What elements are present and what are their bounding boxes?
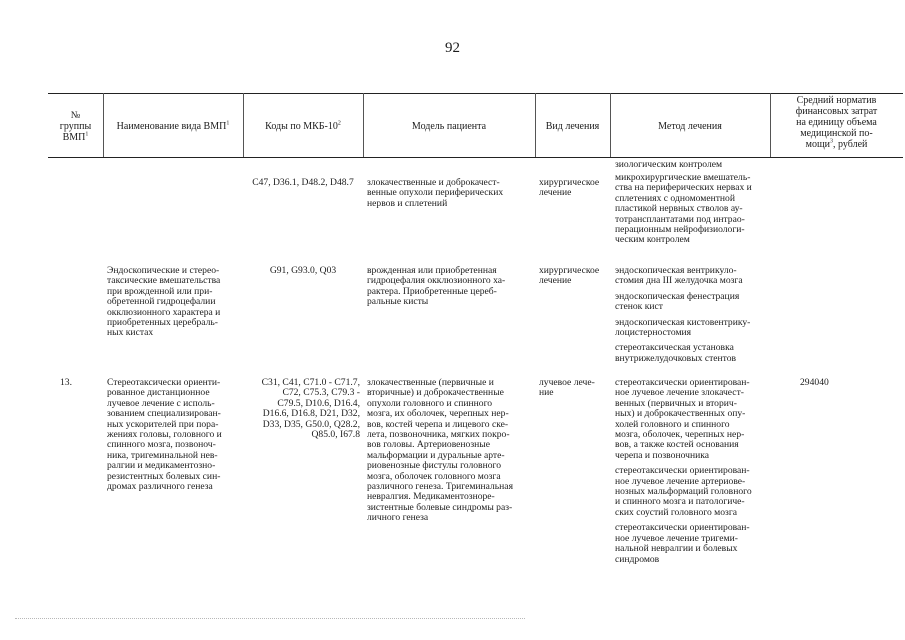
row3-name-line-8: ника, тригеминальной нев- <box>107 449 218 461</box>
row2-method-1-line-2: стомия дна III желудочка мозга <box>615 275 743 287</box>
row3-method-1-line-4: ных) и доброкачественных опу- <box>615 408 746 420</box>
row3-kind <box>539 378 611 399</box>
row3-name-line-4: зованием специализирован- <box>107 408 221 420</box>
header-group-no-line-1: № <box>70 110 81 121</box>
row2-name-line-7: ных кистах <box>107 327 154 339</box>
row3-name-line-7: спинного мозга, позвоноч- <box>107 439 216 451</box>
row2-name-line-1: Эндоскопические и стерео- <box>107 265 220 276</box>
header-cost-line-4: медицинской по- <box>800 128 873 139</box>
row3-code-line-6: Q85.0, I67.8 <box>311 429 360 441</box>
row3-name-line-5: ных ускорителей при пора- <box>107 418 219 430</box>
row3-method-2-line-2: ное лучевое лечение артериове- <box>615 475 746 487</box>
row3-name-line-9: ралгии и медикаментозно- <box>107 460 216 472</box>
row2-method-3-line-2: лоцистерностомия <box>615 327 692 339</box>
row3-model-line-11: различного генеза. Тригеминальная <box>367 481 513 493</box>
header-patient-model <box>363 121 535 132</box>
header-group-no-line-2: группы <box>59 121 92 132</box>
header-group-no-text: ВМП <box>62 132 86 143</box>
header-cost-tail: , рублей <box>833 139 868 150</box>
row1-method-1-line-2: ства на периферических нервах и <box>615 182 752 194</box>
row3-model <box>367 378 537 524</box>
row3-group-number: 13. <box>60 377 72 388</box>
row3-method-3-line-1: стереотаксически ориентирован- <box>615 522 750 534</box>
header-icd-codes-sup: 2 <box>337 120 341 127</box>
table-header-bottom-border <box>48 157 903 158</box>
row3-model-line-8: мальформации и дуральные арте- <box>367 449 505 461</box>
row3-group <box>60 378 100 388</box>
row1-method-1-line-5: тотрансплантатами под интрао- <box>615 213 745 225</box>
row3-method-3 <box>615 523 775 565</box>
header-group-no-sup: 1 <box>85 131 89 138</box>
row2-name-line-6: приобретенных церебраль- <box>107 317 218 329</box>
row2-kind-line-2: лечение <box>539 275 572 287</box>
row3-kind-line-2: ние <box>539 387 554 399</box>
row3-name-line-10: резистентных болевых син- <box>107 470 221 482</box>
row3-name-line-3: лучевое лечение с исполь- <box>107 397 215 409</box>
row2-method-3-line-1: эндоскопическая кистовентрику- <box>615 316 751 328</box>
row3-model-line-4: мозга, их оболочек, черепных нер- <box>367 408 509 420</box>
row2-method-2-line-2: стенок кист <box>615 301 663 313</box>
header-treatment-type <box>535 121 610 132</box>
row2-kind-line-1: хирургическое <box>539 265 600 276</box>
row1-kind-line-1: хирургическое <box>539 177 600 188</box>
header-treatment-method-text: Метод лечения <box>658 121 722 132</box>
header-icd-codes <box>243 121 363 132</box>
row3-model-line-2: вторичные) и доброкачественные <box>367 387 504 399</box>
row3-codes <box>243 378 360 440</box>
row2-model-line-3: рактера. Приобретенные цереб- <box>367 285 497 297</box>
row0-methods <box>615 160 775 170</box>
table-top-border <box>48 93 903 94</box>
row3-method-2-line-4: и спинного мозга и патологиче- <box>615 496 745 508</box>
row3-method-1-line-3: венных (первичных и вторич- <box>615 397 737 409</box>
header-patient-model-text: Модель пациента <box>411 121 487 132</box>
row2-codes <box>243 266 363 276</box>
row1-model-line-1: злокачественные и доброкачест- <box>367 177 500 188</box>
row3-model-line-1: злокачественные (первичные и <box>367 377 494 388</box>
row3-model-line-12: невралгия. Медикаментозноре- <box>367 491 495 503</box>
row3-method-1-line-7: вов, а также костей основания <box>615 439 739 451</box>
row1-model <box>367 178 535 209</box>
row3-method-1-line-2: ное лучевое лечение злокачест- <box>615 387 744 399</box>
header-cost-line-2: финансовых затрат <box>795 106 878 117</box>
row3-code-line-4: D16.6, D16.8, D21, D32, <box>262 408 360 420</box>
row3-model-line-9: риовенозные фистулы головного <box>367 460 502 472</box>
row3-method-2-line-5: ских соустий головного мозга <box>615 506 738 518</box>
row3-method-1-line-5: холей головного и спинного <box>615 418 730 430</box>
row2-name-line-3: при врожденной или при- <box>107 285 213 297</box>
header-cost-sup: 3 <box>830 138 834 145</box>
row3-model-line-5: вов, костей черепа и лицевого ске- <box>367 418 509 430</box>
row2-name-line-4: обретенной гидроцефалии <box>107 296 216 308</box>
row3-code-line-1: C31, C41, C71.0 - C71.7, <box>261 377 360 388</box>
row1-code-line-1: C47, D36.1, D48.2, D48.7 <box>252 177 354 188</box>
row2-method-1-line-1: эндоскопическая вентрикуло- <box>615 265 737 276</box>
row3-methods <box>615 378 775 565</box>
row3-code-line-5: D33, D35, G50.0, Q28.2, <box>262 418 360 430</box>
row2-model-line-2: гидроцефалия окклюзионного ха- <box>367 275 506 287</box>
row2-method-4-line-2: внутрижелудочковых стентов <box>615 352 737 364</box>
row3-model-line-13: зистентные болевые синдромы раз- <box>367 501 513 513</box>
row3-method-1-line-6: мозга, оболочек, черепных нер- <box>615 429 745 441</box>
row3-cost <box>800 378 860 388</box>
row0-method-1-line-1: зиологическим контролем <box>615 159 723 170</box>
row3-method-3-line-4: синдромов <box>615 553 660 565</box>
header-group-no <box>48 110 103 143</box>
row3-model-line-14: личного генеза <box>367 512 429 524</box>
row3-method-1 <box>615 378 775 461</box>
header-group-no-line-3 <box>48 132 103 143</box>
row3-model-line-7: вов головы. Артериовенозные <box>367 439 490 451</box>
row1-methods <box>615 173 775 246</box>
row2-method-2 <box>615 292 775 313</box>
row2-method-4 <box>615 343 775 364</box>
header-cost-line-5 <box>770 139 903 150</box>
row1-method-1-line-6: перационным нейрофизиологи- <box>615 224 745 236</box>
row1-model-line-3: нервов и сплетений <box>367 197 448 209</box>
row3-method-2 <box>615 466 775 518</box>
row2-kind <box>539 266 611 287</box>
row3-method-3-line-2: ное лучевое лечение тригеми- <box>615 532 738 544</box>
row1-method-1-line-3: сплетениях с одномоментной <box>615 192 735 204</box>
row1-model-line-2: венные опухоли периферических <box>367 187 504 199</box>
row3-name-line-1: Стереотаксически ориенти- <box>107 377 221 388</box>
row3-name-line-6: жениях головы, головного и <box>107 429 222 441</box>
row3-method-1-line-1: стереотаксически ориентирован- <box>615 377 750 388</box>
row2-method-1 <box>615 266 775 287</box>
row3-model-line-6: лета, позвоночника, мягких покро- <box>367 429 510 441</box>
row3-method-1-line-8: черепа и позвоночника <box>615 449 709 461</box>
row2-name-line-5: окклюзионного характера и <box>107 306 221 318</box>
scan-noise-line <box>15 618 525 619</box>
header-cost <box>770 95 903 150</box>
row3-method-3-line-3: нальной невралгии и болевых <box>615 543 738 555</box>
row2-code-line-1: G91, G93.0, Q03 <box>269 265 337 276</box>
row3-kind-line-1: лучевое лече- <box>539 377 595 388</box>
row3-name-line-2: рованное дистанционное <box>107 387 210 399</box>
row1-method-1-line-7: ческим контролем <box>615 234 690 246</box>
row3-method-2-line-1: стереотаксически ориентирован- <box>615 465 750 477</box>
row2-methods <box>615 266 775 364</box>
row3-model-line-3: опухоли головного и спинного <box>367 397 493 409</box>
row2-method-4-line-1: стереотаксическая установка <box>615 342 734 354</box>
header-vmp-name <box>103 121 243 132</box>
row2-name <box>107 266 243 339</box>
row3-cost-value: 294040 <box>800 377 829 388</box>
row3-model-line-10: мозга, оболочек головного мозга <box>367 470 501 482</box>
row1-kind <box>539 178 611 199</box>
header-treatment-method <box>610 121 770 132</box>
header-treatment-type-text: Вид лечения <box>545 121 600 132</box>
header-vmp-name-text: Наименование вида ВМП <box>116 121 227 132</box>
row1-codes <box>243 178 363 188</box>
header-cost-line-1: Средний норматив <box>796 95 877 106</box>
row3-code-line-2: C72, C75.3, C79.3 - <box>282 387 360 399</box>
page-number: 92 <box>445 40 460 56</box>
row2-model-line-4: ральные кисты <box>367 296 429 308</box>
row2-name-line-2: таксические вмешательства <box>107 275 221 287</box>
row3-name <box>107 378 243 492</box>
row2-method-2-line-1: эндоскопическая фенестрация <box>615 290 740 302</box>
header-cost-line-3: на единицу объема <box>796 117 877 128</box>
row2-model <box>367 266 535 308</box>
row2-method-3 <box>615 318 775 339</box>
row3-method-2-line-3: нозных мальформаций головного <box>615 486 752 498</box>
row1-kind-line-2: лечение <box>539 187 572 199</box>
row3-name-line-11: дромах различного генеза <box>107 481 213 493</box>
header-cost-last: мощи <box>805 139 831 150</box>
row1-method-1-line-1: микрохирургические вмешатель- <box>615 172 751 183</box>
header-icd-codes-text: Коды по МКБ-10 <box>265 121 338 132</box>
header-vmp-name-sup: 1 <box>226 120 230 127</box>
row1-method-1-line-4: пластикой нервных стволов ау- <box>615 203 743 215</box>
row2-model-line-1: врожденная или приобретенная <box>367 265 497 276</box>
row3-code-line-3: C79.5, D10.6, D16.4, <box>277 397 360 409</box>
